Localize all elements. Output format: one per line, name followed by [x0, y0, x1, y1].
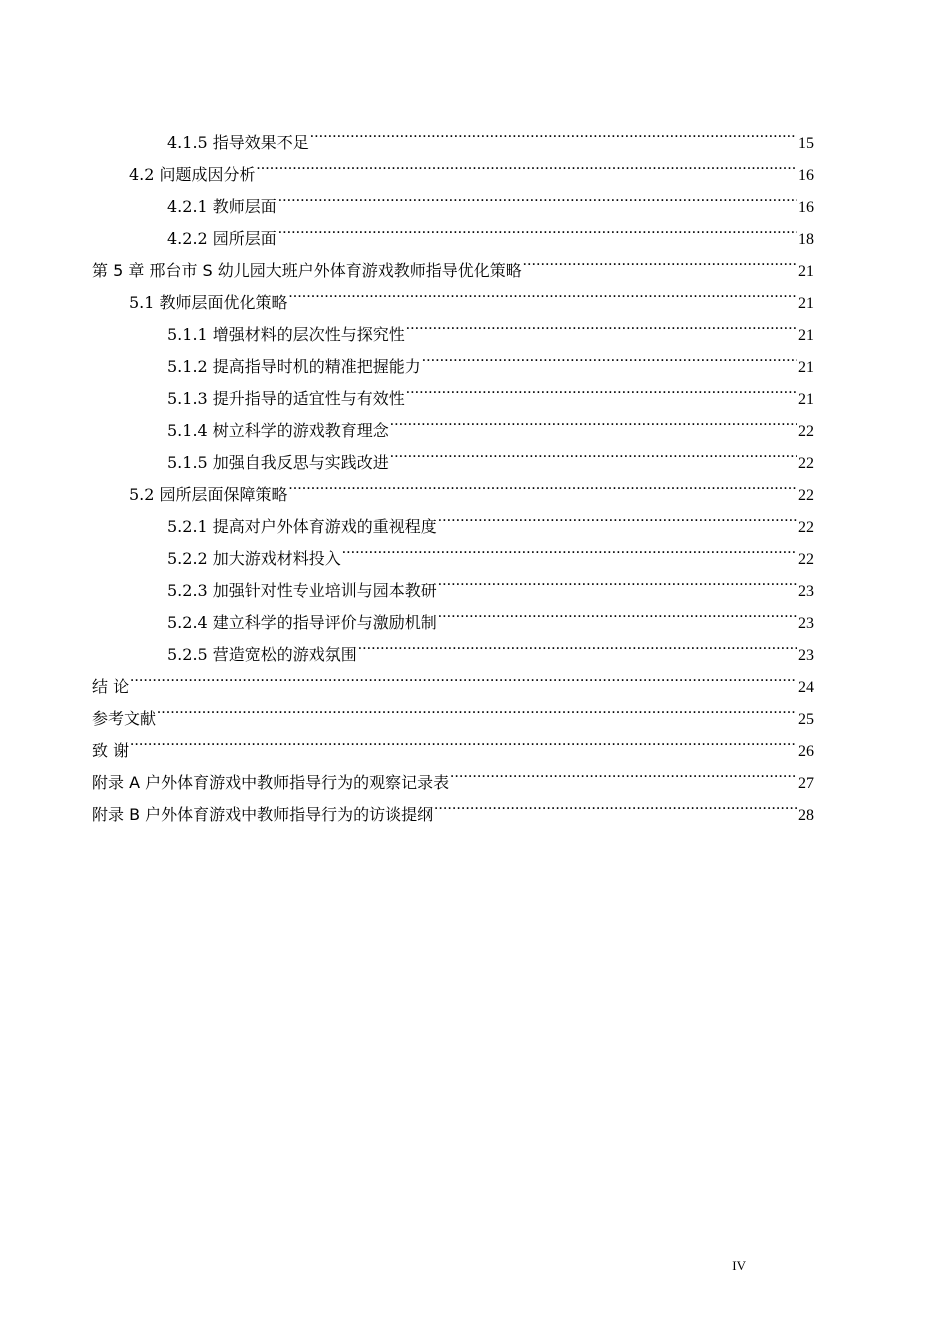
toc-entry-title: 结 论 — [92, 677, 130, 696]
toc-dot-leader — [310, 116, 797, 148]
toc-dot-leader — [406, 372, 797, 404]
toc-dot-leader — [257, 148, 797, 180]
toc-entry-page-number: 21 — [798, 327, 814, 344]
toc-entry[interactable] — [92, 116, 814, 152]
toc-entry-title: 致 谢 — [92, 741, 130, 760]
toc-entry-page-number: 22 — [798, 455, 814, 472]
toc-entry-page-number: 22 — [798, 487, 814, 504]
toc-entry-page-number: 23 — [798, 615, 814, 632]
toc-entry-title: 5.2.1 提高对户外体育游戏的重视程度 — [167, 517, 437, 536]
toc-dot-leader — [289, 276, 797, 308]
toc-entry-title: 4.2.2 园所层面 — [167, 229, 277, 248]
toc-entry-page-number: 26 — [798, 743, 814, 760]
toc-entry-title: 5.1.3 提升指导的适宜性与有效性 — [167, 389, 405, 408]
toc-entry-title: 5.2.5 营造宽松的游戏氛围 — [167, 645, 357, 664]
toc-entry-page-number: 22 — [798, 423, 814, 440]
toc-dot-leader — [358, 628, 797, 660]
toc-entry-title: 5.2.4 建立科学的指导评价与激励机制 — [167, 613, 437, 632]
toc-dot-leader — [523, 244, 797, 276]
toc-dot-leader — [130, 724, 797, 756]
toc-entry[interactable] — [92, 692, 814, 728]
toc-entry-page-number: 28 — [798, 807, 814, 824]
toc-dot-leader — [438, 596, 797, 628]
toc-entry-title: 5.2.2 加大游戏材料投入 — [167, 549, 341, 568]
toc-dot-leader — [438, 500, 797, 532]
toc-entry-page-number: 22 — [798, 519, 814, 536]
toc-dot-leader — [438, 564, 797, 596]
toc-dot-leader — [342, 532, 797, 564]
toc-entry-page-number: 18 — [798, 231, 814, 248]
toc-entry-title: 5.2 园所层面保障策略 — [129, 485, 288, 504]
toc-entry-page-number: 22 — [798, 551, 814, 568]
toc-dot-leader — [390, 404, 797, 436]
toc-entry-page-number: 21 — [798, 359, 814, 376]
toc-entry-page-number: 23 — [798, 647, 814, 664]
toc-dot-leader — [434, 788, 797, 820]
toc-entry[interactable] — [92, 756, 814, 792]
toc-entry-title: 附录 B 户外体育游戏中教师指导行为的访谈提纲 — [92, 805, 434, 824]
toc-entry-page-number: 15 — [798, 135, 814, 152]
toc-entry-page-number: 25 — [798, 711, 814, 728]
toc-dot-leader — [289, 468, 797, 500]
toc-dot-leader — [278, 180, 797, 212]
toc-entry-page-number: 16 — [798, 167, 814, 184]
toc-entry-title: 5.1 教师层面优化策略 — [129, 293, 288, 312]
toc-entry-title: 4.1.5 指导效果不足 — [167, 133, 309, 152]
toc-entry-page-number: 21 — [798, 295, 814, 312]
table-of-contents — [92, 116, 814, 824]
toc-entry-page-number: 24 — [798, 679, 814, 696]
toc-entry-title: 4.2 问题成因分析 — [129, 165, 256, 184]
toc-entry-title: 第 5 章 邢台市 S 幼儿园大班户外体育游戏教师指导优化策略 — [92, 261, 522, 280]
toc-entry-title: 5.2.3 加强针对性专业培训与园本教研 — [167, 581, 437, 600]
toc-entry-title: 5.1.1 增强材料的层次性与探究性 — [167, 325, 405, 344]
toc-entry-title: 参考文献 — [92, 709, 157, 728]
toc-entry-page-number: 21 — [798, 263, 814, 280]
toc-entry-page-number: 21 — [798, 391, 814, 408]
toc-dot-leader — [278, 212, 797, 244]
toc-entry-title: 4.2.1 教师层面 — [167, 197, 277, 216]
toc-entry[interactable] — [92, 724, 814, 760]
toc-entry-page-number: 23 — [798, 583, 814, 600]
toc-entry-title: 5.1.2 提高指导时机的精准把握能力 — [167, 357, 421, 376]
toc-entry-title: 5.1.5 加强自我反思与实践改进 — [167, 453, 389, 472]
toc-dot-leader — [390, 436, 797, 468]
toc-dot-leader — [157, 692, 797, 724]
toc-dot-leader — [422, 340, 797, 372]
toc-dot-leader — [130, 660, 797, 692]
toc-entry-page-number: 16 — [798, 199, 814, 216]
toc-entry-title: 5.1.4 树立科学的游戏教育理念 — [167, 421, 389, 440]
toc-entry-page-number: 27 — [798, 775, 814, 792]
toc-dot-leader — [406, 308, 797, 340]
toc-entry[interactable] — [92, 660, 814, 696]
toc-entry-title: 附录 A 户外体育游戏中教师指导行为的观察记录表 — [92, 773, 450, 792]
toc-dot-leader — [450, 756, 797, 788]
page-footer-number: IV — [732, 1258, 746, 1273]
